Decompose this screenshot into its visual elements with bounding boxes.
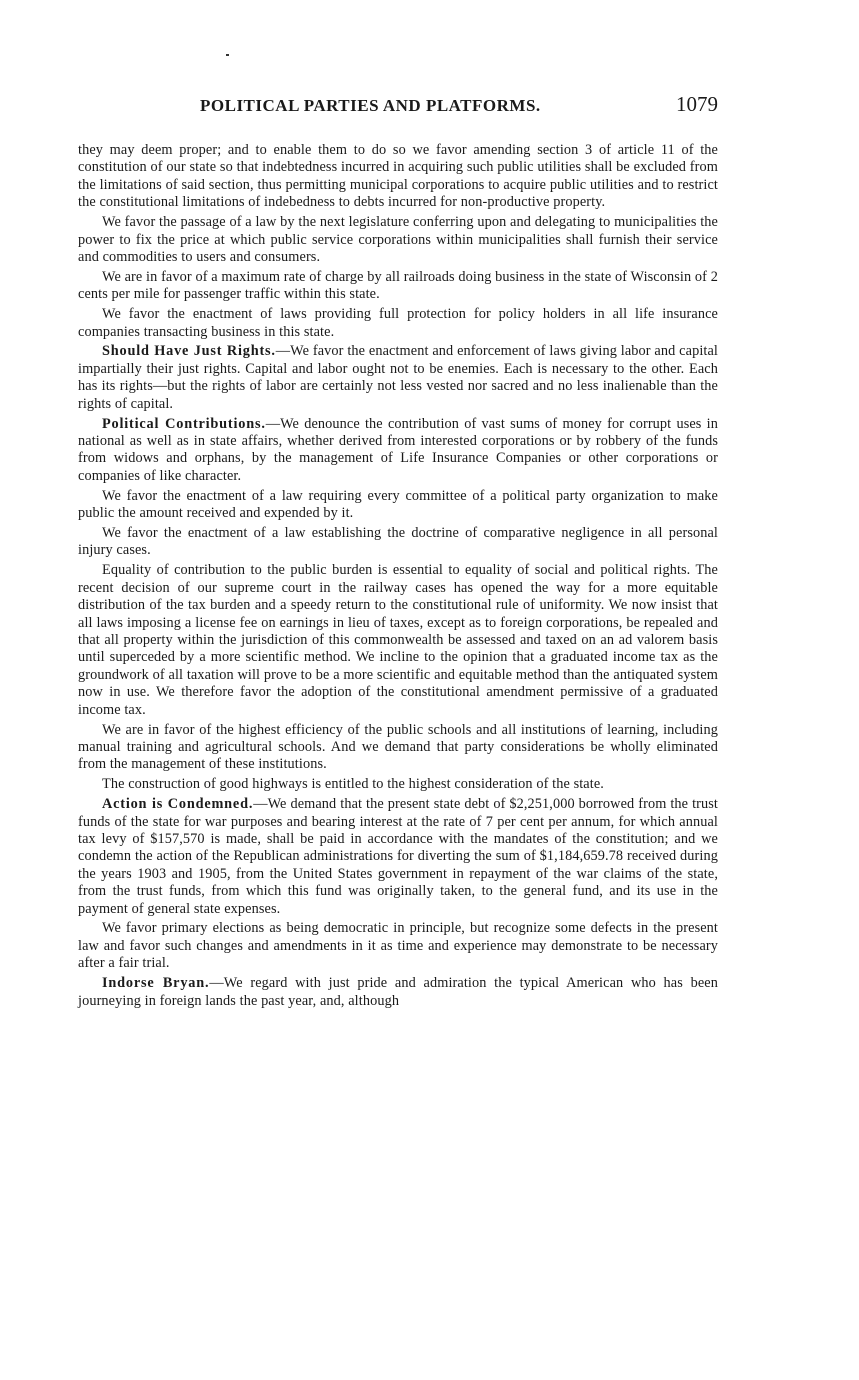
paragraph [78, 975, 718, 1010]
paragraph-text: We are in favor of a maximum rate of charge by all railroads doing business in the state of Wisconsin of 2 cents per mile for passenger traffic within this state. [78, 268, 718, 303]
print-speck [226, 54, 229, 56]
paragraph [78, 269, 718, 304]
paragraph-text: We favor primary elections as being democratic in principle, but recognize some defects in the present law and favor such changes and amendments in it as time and experience may demonstrate to be necessary after a fair trial. [78, 920, 718, 972]
section-heading: Should Have Just Rights. [102, 343, 276, 360]
section-heading: Political Contributions. [102, 415, 266, 432]
document-page [78, 92, 718, 1013]
paragraph [78, 343, 718, 413]
paragraph [78, 562, 718, 719]
paragraph [78, 306, 718, 341]
paragraph [78, 214, 718, 266]
paragraph-text: —We regard with just pride and admiration the typical American who has been journeying in foreign lands the past year, and, although [78, 975, 718, 1009]
page-number: 1079 [676, 92, 718, 116]
paragraph-text: We favor the enactment of laws providing full protection for policy holders in all life insurance companies transacting business in this state. [78, 306, 718, 340]
paragraph-text: —We favor the enactment and enforcement of laws giving labor and capital impartially their just rights. Capital and labor ought not to be enemies. Each is necessary to the other. Each has its rights—but the rights of labor are certainly not less vested nor sacred and no less inalienable than the rights of capital. [78, 343, 718, 412]
paragraph-text: The construction of good highways is entitled to the highest consideration of the state. [102, 776, 604, 793]
paragraph-text: We favor the passage of a law by the next legislature conferring upon and delegating to municipalities the power to fix the price at which public service corporations within municipalities shall furnish their service and commodities to users and consumers. [78, 214, 718, 265]
paragraph-text: —We denounce the contribution of vast sums of money for corrupt uses in national as well as in state affairs, whether derived from interested corporations or by robbery of the funds from widows and orphans, by the management of Life Insurance Companies or other corporations or companies of like character. [78, 415, 718, 484]
page-header [78, 92, 718, 128]
paragraph [78, 525, 718, 560]
paragraph-text: Equality of contribution to the public burden is essential to equality of social and political rights. The recent decision of our supreme court in the railway cases has opened the way for a more equitable distribution of the tax burden and a speedy return to the constitutional rule of uniformity. We now insist that all laws imposing a license fee on earnings in lieu of taxes, except as to foreign corporations, be repealed and that all property within the jurisdiction of this commonwealth be assessed and taxed on an ad valorem basis until superceded by a more scientific method. We incline to the opinion that a graduated income tax as the groundwork of all taxation will prove to be a more scientific and equitable method than the antiquated system now in use. We therefore favor the adoption of the constitutional amendment permissive of a graduated income tax. [78, 562, 718, 718]
paragraph [78, 488, 718, 523]
paragraph-text: —We demand that the present state debt of $2,251,000 borrowed from the trust funds of the state for war purposes and bearing interest at the rate of 7 per cent per annum, for which annual tax levy of $157,570 is made, shall be paid in accordance with the mandates of the constitution; and we condemn the action of the Republican administrations for diverting the sum of $1,184,659.78 received during the years 1903 and 1905, from the United States government in repayment of the war claims of the state, from the trust funds, from which this fund was originally taken, to the general fund, and its use in the payment of general state expenses. [78, 796, 718, 917]
section-heading: Indorse Bryan. [102, 975, 210, 992]
paragraph [78, 776, 718, 793]
section-heading: Action is Condemned. [102, 796, 254, 813]
paragraph-text: We are in favor of the highest efficiency of the public schools and all institutions of learning, including manual training and agricultural schools. And we demand that party considerations be wholly eliminated from the management of these institutions. [78, 721, 718, 773]
paragraph-text: We favor the enactment of a law establishing the doctrine of comparative negligence in all personal injury cases. [78, 525, 718, 559]
paragraph [78, 416, 718, 486]
paragraph-text: they may deem proper; and to enable them to do so we favor amending section 3 of article 11 of the constitution of our state so that indebtedness incurred in acquiring such public utilities shall be excluded from the limitations of said section, thus permitting municipal corporations to acquire public utilities and to restrict the constitutional limitations of indebedness to debts incurred for non-productive property. [78, 142, 718, 211]
body-text [78, 142, 718, 1010]
paragraph [78, 920, 718, 972]
paragraph [78, 796, 718, 918]
running-head: POLITICAL PARTIES AND PLATFORMS. [200, 96, 541, 115]
paragraph [78, 722, 718, 774]
paragraph-text: We favor the enactment of a law requiring every committee of a political party organization to make public the amount received and expended by it. [78, 487, 718, 522]
paragraph [78, 142, 718, 212]
